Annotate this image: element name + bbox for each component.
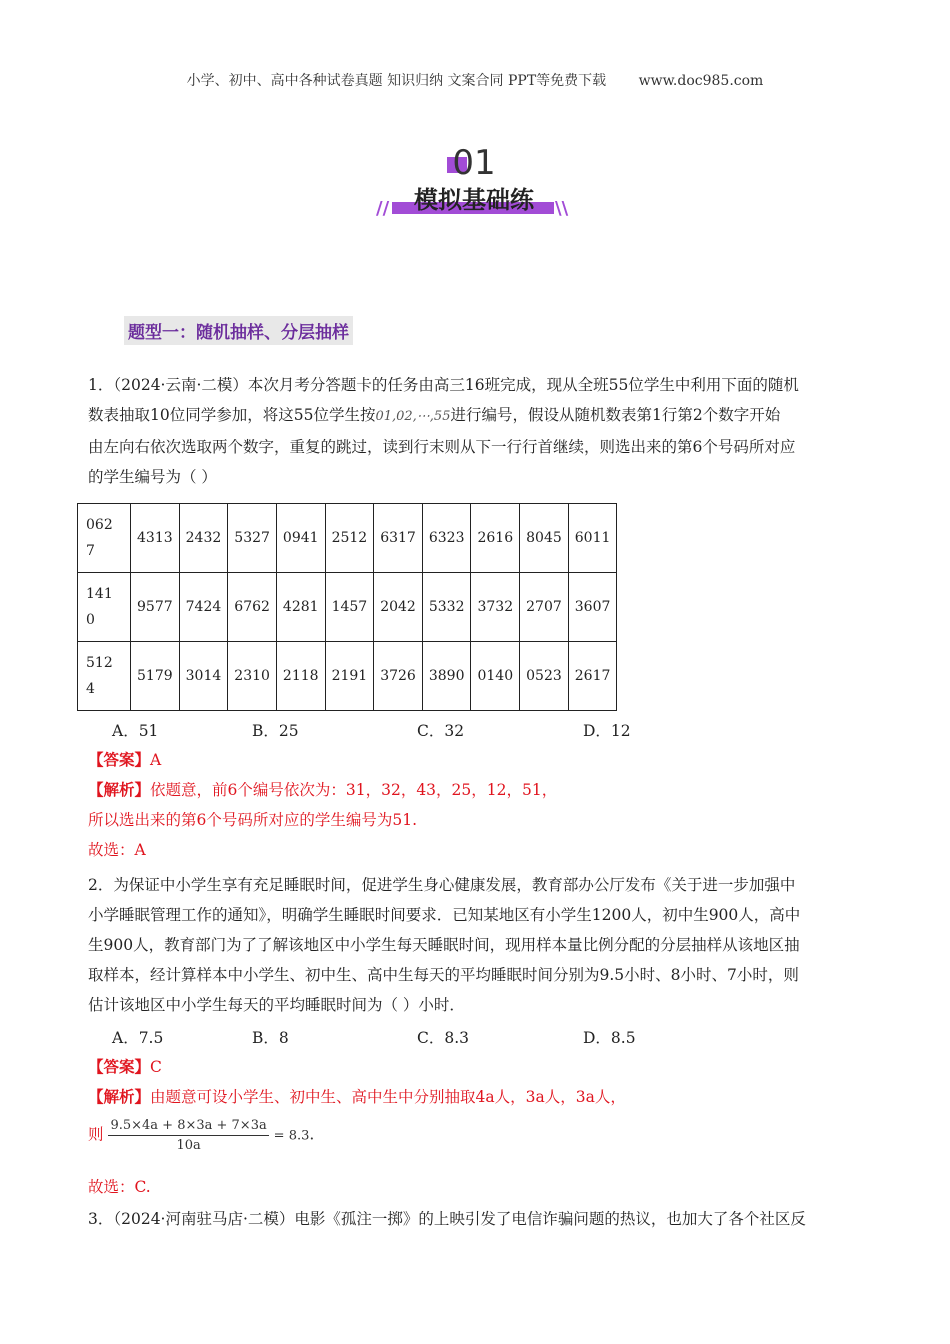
q2-solution — [88, 1052, 863, 1112]
badge-title: 模拟基础练 — [414, 186, 534, 214]
table-cell: 3014 — [179, 642, 228, 711]
q2-option-b[interactable]: B．8 — [252, 1029, 289, 1047]
section-title: 题型一：随机抽样、分层抽样 — [124, 316, 353, 345]
q1-option-d[interactable]: D．12 — [583, 722, 631, 740]
table-cell: 5327 — [228, 504, 277, 573]
table-cell: 5332 — [422, 573, 471, 642]
table-cell: 0523 — [520, 642, 569, 711]
q1-analysis: 【解析】依题意，前6个编号依次为：31，32，43，25，12，51， — [88, 780, 558, 799]
table-cell: 5179 — [131, 642, 180, 711]
badge-number: 01 — [452, 143, 496, 183]
page-header — [0, 70, 950, 90]
q1-line2-math: 01,02,⋯,55 — [375, 409, 451, 424]
table-cell: 512 4 — [78, 642, 131, 711]
table-cell: 2042 — [374, 573, 423, 642]
table-cell: 0140 — [471, 642, 520, 711]
q2-line1: 2．为保证中小学生享有充足睡眠时间，促进学生身心健康发展，教育部办公厅发布《关于进一步加强中 — [88, 876, 796, 894]
table-cell: 6011 — [568, 504, 617, 573]
table-cell: 3726 — [374, 642, 423, 711]
table-cell: 4281 — [276, 573, 325, 642]
table-cell: 2432 — [179, 504, 228, 573]
q2-line5: 估计该地区中小学生每天的平均睡眠时间为（ ）小时． — [88, 996, 465, 1014]
table-row — [78, 642, 617, 711]
q1-line1: 1．（2024·云南·二模）本次月考分答题卡的任务由高三16班完成，现从全班55位学生中利用下面的随机 — [88, 376, 799, 394]
q1-answer: 【答案】A — [88, 750, 162, 769]
table-cell: 0941 — [276, 504, 325, 573]
table-cell: 3890 — [422, 642, 471, 711]
q2-line3: 生900人，教育部门为了了解该地区中小学生每天睡眠时间，现用样本量比例分配的分层抽样从该地区抽 — [88, 936, 800, 954]
q2-line2: 小学睡眠管理工作的通知》，明确学生睡眠时间要求．已知某地区有小学生1200人，初中生900人，高中 — [88, 906, 801, 924]
section-badge — [0, 130, 950, 230]
q1-line2-a: 数表抽取10位同学参加，将这55位学生按 — [88, 406, 376, 424]
table-cell: 6317 — [374, 504, 423, 573]
badge-left-deco: // — [376, 198, 390, 219]
q1-option-c[interactable]: C．32 — [417, 722, 465, 740]
q3-stem — [88, 1204, 863, 1234]
random-number-table — [77, 503, 617, 711]
table-cell: 7424 — [179, 573, 228, 642]
q2-stem — [88, 870, 863, 1020]
q1-line3: 由左向右依次选取两个数字，重复的跳过，读到行末则从下一行行首继续，则选出来的第6个号码所对应 — [88, 438, 796, 456]
q2-formula-line: 则 $\frac{9.5\times 4a + 8\times 3a + 7\times 3a}{10a}$ = 8.3. — [88, 1118, 315, 1153]
table-cell: 3732 — [471, 573, 520, 642]
table-cell: 2118 — [276, 642, 325, 711]
q2-fraction: $\frac{9.5\times 4a + 8\times 3a + 7\times 3a}{10a}$ — [110, 1118, 267, 1153]
table-cell: 6323 — [422, 504, 471, 573]
table-cell: 9577 — [131, 573, 180, 642]
q2-option-d[interactable]: D．8.5 — [583, 1029, 636, 1047]
table-cell: 2707 — [520, 573, 569, 642]
table-cell: 2512 — [325, 504, 374, 573]
q1-line2-b: 进行编号，假设从随机数表第1行第2个数字开始 — [450, 406, 781, 424]
q1-conclusion: 故选：A — [88, 841, 146, 859]
table-row — [78, 573, 617, 642]
q2-option-c[interactable]: C．8.3 — [417, 1029, 470, 1047]
q1-stem — [88, 370, 863, 492]
table-cell: 4313 — [131, 504, 180, 573]
header-site: www.doc985.com — [638, 73, 764, 89]
table-cell: 2310 — [228, 642, 277, 711]
table-cell: 062 7 — [78, 504, 131, 573]
table-cell: 1457 — [325, 573, 374, 642]
q2-answer: 【答案】C — [88, 1057, 162, 1076]
q2-conclusion: 故选：C. — [88, 1178, 151, 1196]
q2-line4: 取样本，经计算样本中小学生、初中生、高中生每天的平均睡眠时间分别为9.5小时、8小时、7小时，则 — [88, 966, 799, 984]
q2-analysis: 【解析】由题意可设小学生、初中生、高中生中分别抽取4a人，3a人，3a人， — [88, 1087, 626, 1106]
table-row — [78, 504, 617, 573]
table-cell: 2616 — [471, 504, 520, 573]
q2-option-a[interactable]: A．7.5 — [112, 1029, 164, 1047]
q1-line4: 的学生编号为（ ） — [88, 468, 217, 486]
header-text: 小学、初中、高中各种试卷真题 知识归纳 文案合同 PPT等免费下载 — [186, 73, 607, 89]
q1-analysis-2: 所以选出来的第6个号码所对应的学生编号为51. — [88, 811, 418, 829]
q1-line2 — [88, 400, 863, 432]
table-cell: 6762 — [228, 573, 277, 642]
table-cell: 2191 — [325, 642, 374, 711]
q1-option-b[interactable]: B．25 — [252, 722, 299, 740]
table-cell: 141 0 — [78, 573, 131, 642]
badge-right-deco: \\ — [555, 198, 569, 219]
table-cell: 2617 — [568, 642, 617, 711]
table-cell: 3607 — [568, 573, 617, 642]
q3-line1: 3．（2024·河南驻马店·二模）电影《孤注一掷》的上映引发了电信诈骗问题的热议，也加大了各个社区反 — [88, 1210, 806, 1228]
table-cell: 8045 — [520, 504, 569, 573]
q1-option-a[interactable]: A．51 — [112, 722, 159, 740]
q1-solution — [88, 745, 863, 865]
